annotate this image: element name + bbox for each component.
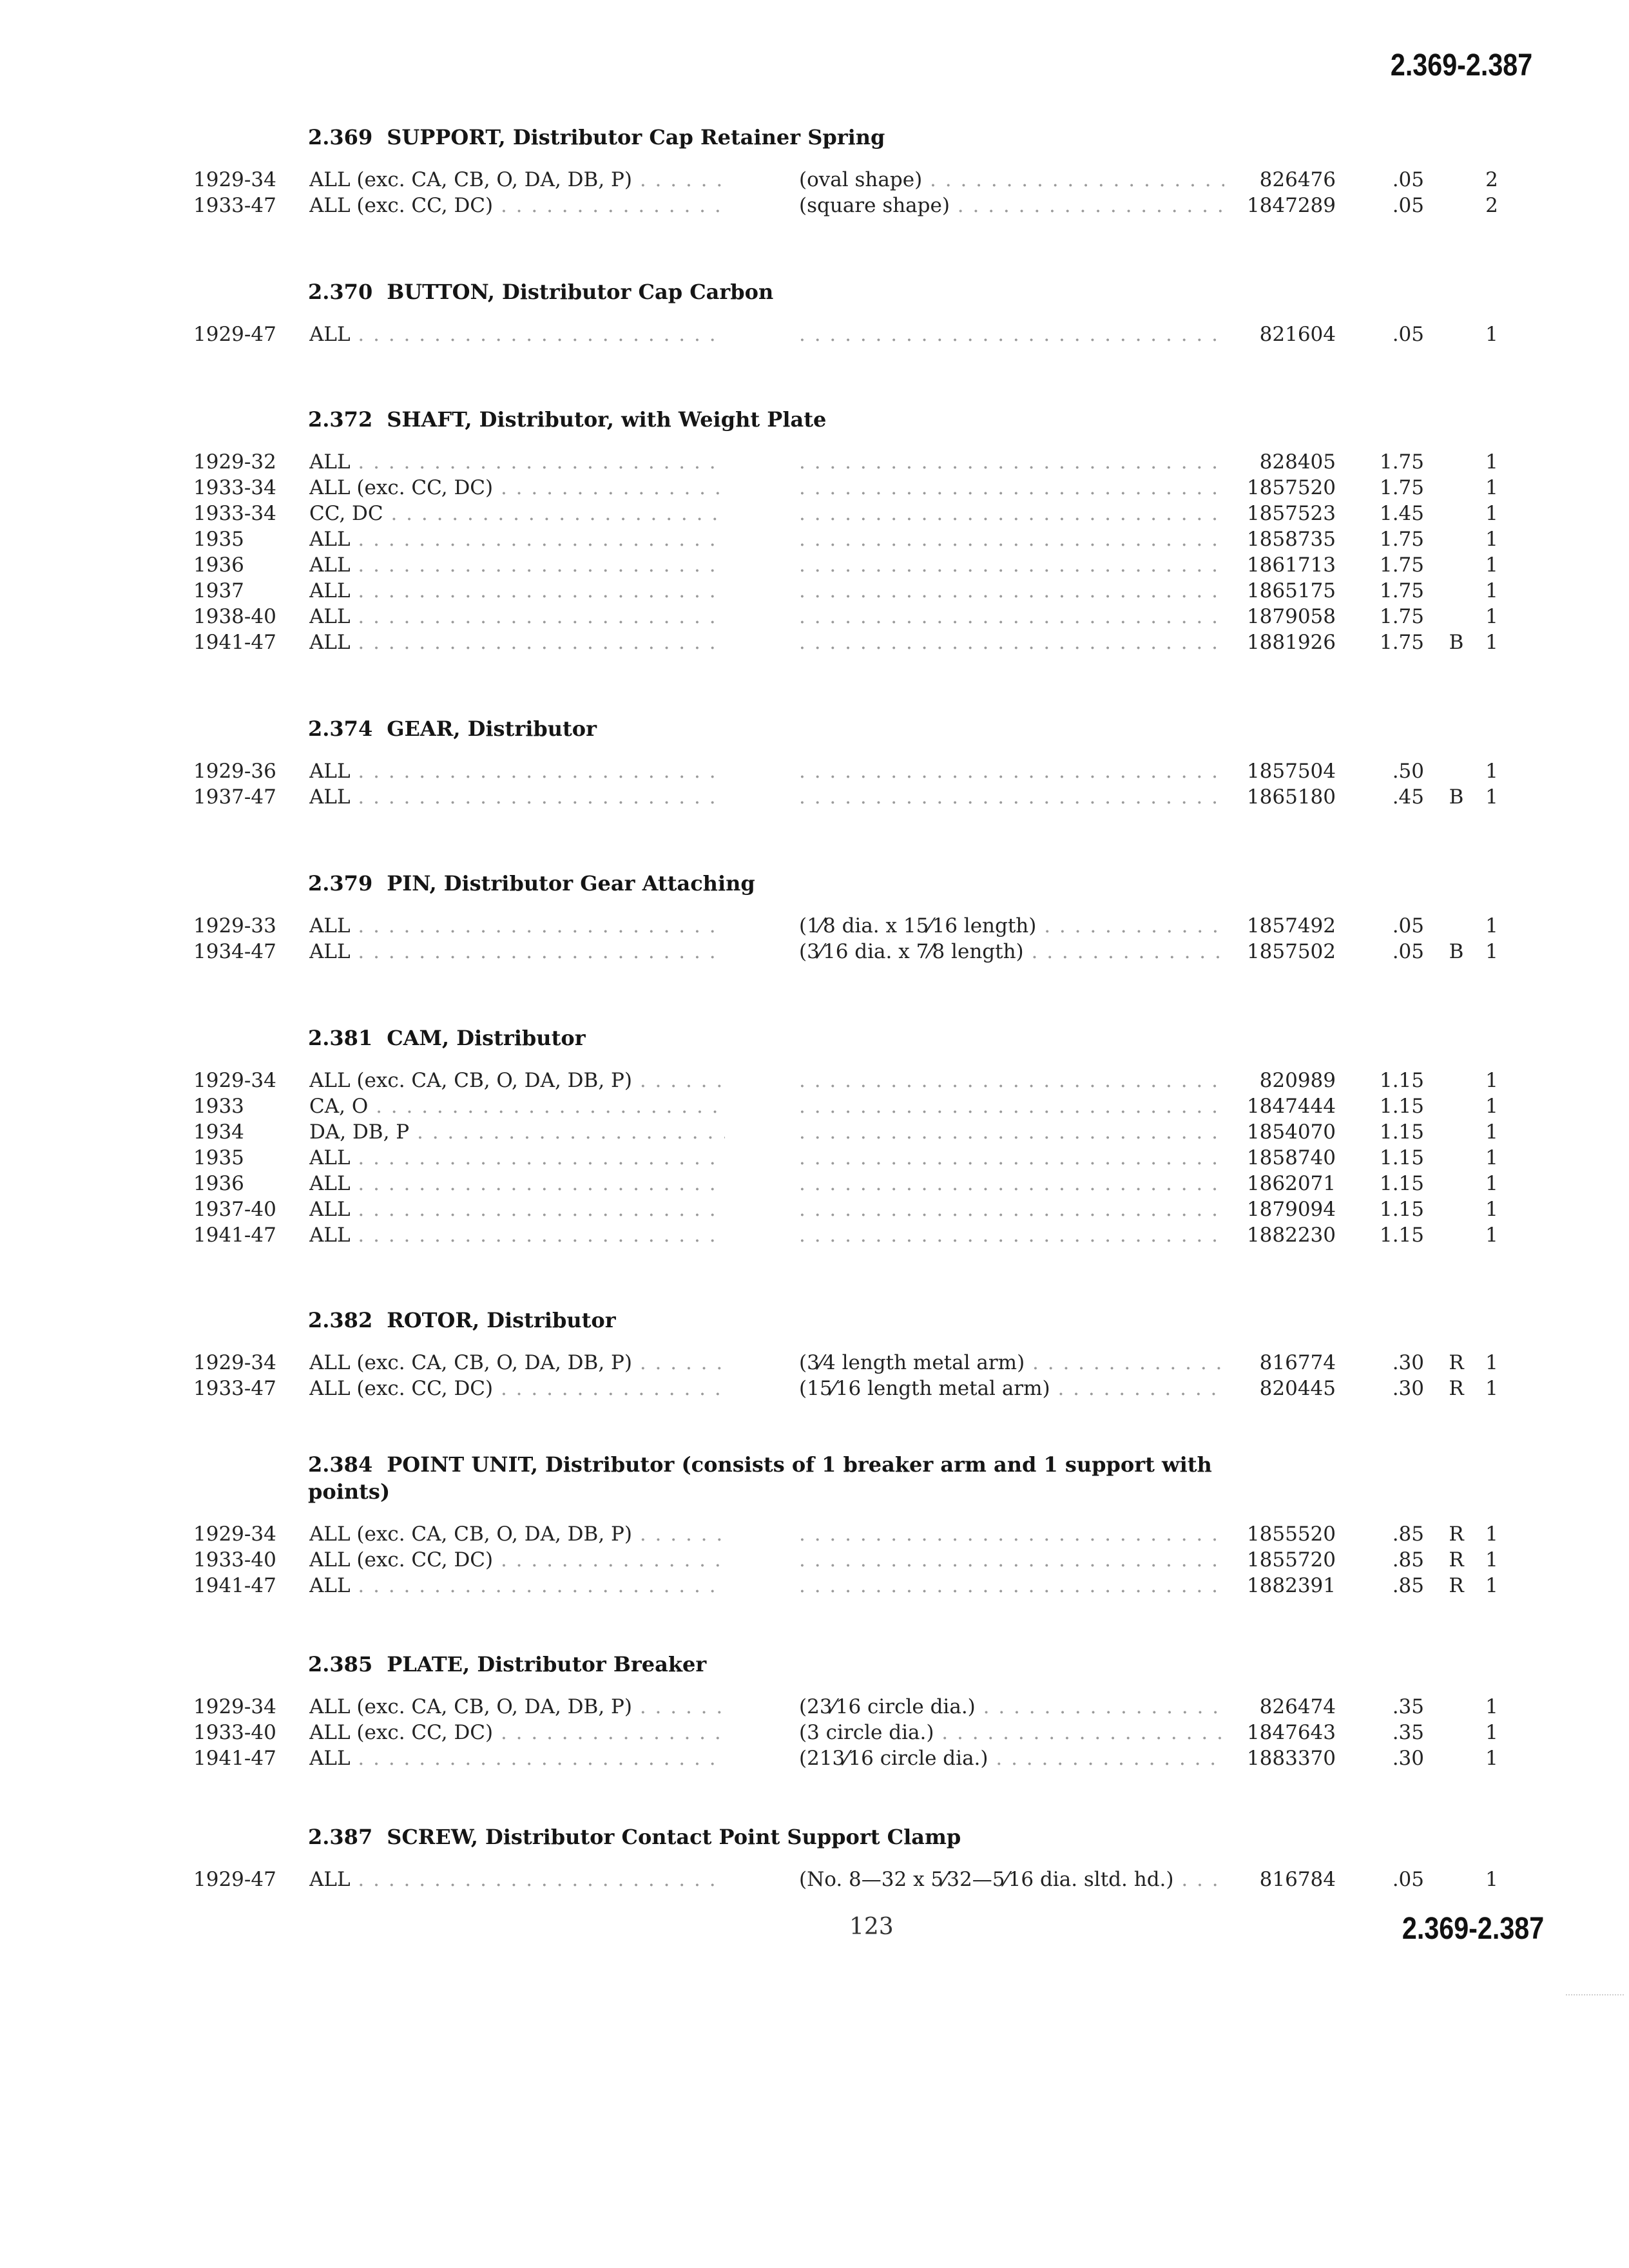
quantity: 1 xyxy=(1485,1721,1498,1744)
price: .30 xyxy=(1392,1747,1424,1770)
model: ALL (exc. CC, DC) . . . xyxy=(309,1375,725,1402)
quantity: 2 xyxy=(1485,168,1498,191)
table-row xyxy=(0,758,1629,785)
model: ALL (exc. CA, CB, O, DA, DB, P) . . . xyxy=(309,1693,725,1720)
section-title: SUPPORT, Distributor Cap Retainer Spring xyxy=(387,125,885,149)
section-heading xyxy=(308,870,1275,897)
table-row xyxy=(0,526,1629,553)
table-row xyxy=(0,1170,1629,1197)
model: ALL . . . xyxy=(309,912,725,939)
quantity: 1 xyxy=(1485,914,1498,937)
price: .05 xyxy=(1392,914,1424,937)
model: ALL . . . xyxy=(309,938,725,965)
part-number: 1857504 xyxy=(1246,760,1336,783)
description xyxy=(799,1144,1224,1171)
quantity: 1 xyxy=(1485,1095,1498,1118)
section-title: CAM, Distributor xyxy=(387,1026,586,1050)
quantity: 1 xyxy=(1485,476,1498,499)
quantity: 1 xyxy=(1485,1198,1498,1221)
model: DA, DB, P . . . xyxy=(309,1119,725,1146)
section-title: BUTTON, Distributor Cap Carbon xyxy=(387,280,774,304)
part-number: 820989 xyxy=(1259,1069,1336,1092)
section-heading xyxy=(308,278,1275,305)
price: .05 xyxy=(1392,194,1424,217)
price: .35 xyxy=(1392,1721,1424,1744)
table-row xyxy=(0,783,1629,811)
part-number: 816774 xyxy=(1259,1351,1336,1374)
section-number: 2.384 xyxy=(308,1452,373,1477)
quantity: 1 xyxy=(1485,785,1498,809)
table-row xyxy=(0,577,1629,604)
description: (3⁄4 length metal arm) . . . xyxy=(799,1349,1224,1376)
model: ALL (exc. CA, CB, O, DA, DB, P) . . . xyxy=(309,1521,725,1548)
price: 1.75 xyxy=(1379,528,1424,551)
description xyxy=(799,1546,1224,1573)
model: ALL (exc. CA, CB, O, DA, DB, P) . . . xyxy=(309,1067,725,1094)
quantity: 1 xyxy=(1485,1377,1498,1400)
part-number: 816784 xyxy=(1259,1868,1336,1891)
years: 1929-34 xyxy=(193,1695,276,1718)
description xyxy=(799,629,1224,656)
price: .85 xyxy=(1392,1548,1424,1571)
description xyxy=(799,758,1224,785)
quantity: 1 xyxy=(1485,605,1498,628)
part-number: 1854070 xyxy=(1246,1120,1336,1144)
scan-edge-mark xyxy=(1566,1994,1624,1997)
part-number: 1858740 xyxy=(1246,1146,1336,1169)
years: 1929-36 xyxy=(193,760,276,783)
part-number: 820445 xyxy=(1259,1377,1336,1400)
years: 1933-34 xyxy=(193,476,276,499)
years: 1934 xyxy=(193,1120,244,1144)
section-heading xyxy=(308,1024,1275,1052)
section-number: 2.374 xyxy=(308,716,373,741)
part-number: 828405 xyxy=(1259,450,1336,474)
quantity: 1 xyxy=(1485,631,1498,654)
section-title: SHAFT, Distributor, with Weight Plate xyxy=(387,407,827,432)
part-number: 1857523 xyxy=(1246,502,1336,525)
years: 1929-47 xyxy=(193,1868,276,1891)
years: 1937-40 xyxy=(193,1198,276,1221)
description xyxy=(799,1067,1224,1094)
price: .05 xyxy=(1392,940,1424,963)
years: 1941-47 xyxy=(193,1747,276,1770)
table-row xyxy=(0,552,1629,579)
part-number: 1881926 xyxy=(1246,631,1336,654)
part-number: 826476 xyxy=(1259,168,1336,191)
price: .50 xyxy=(1392,760,1424,783)
years: 1938-40 xyxy=(193,605,276,628)
quantity: 1 xyxy=(1485,940,1498,963)
years: 1941-47 xyxy=(193,1224,276,1247)
table-row xyxy=(0,1546,1629,1573)
model: ALL . . . xyxy=(309,1170,725,1197)
quantity: 1 xyxy=(1485,760,1498,783)
part-number: 1858735 xyxy=(1246,528,1336,551)
price: .85 xyxy=(1392,1523,1424,1546)
section-title: POINT UNIT, Distributor (consists of 1 breaker arm and 1 support with points) xyxy=(308,1452,1212,1504)
page-number: 123 xyxy=(849,1914,894,1940)
model: ALL . . . xyxy=(309,603,725,630)
section-title: SCREW, Distributor Contact Point Support Clamp xyxy=(387,1825,961,1849)
model: ALL . . . xyxy=(309,758,725,785)
description: (square shape) . . . xyxy=(799,192,1224,219)
part-number: 1879094 xyxy=(1246,1198,1336,1221)
price: 1.15 xyxy=(1379,1224,1424,1247)
table-row xyxy=(0,1572,1629,1599)
model: ALL (exc. CC, DC) . . . xyxy=(309,192,725,219)
part-number: 1855520 xyxy=(1246,1523,1336,1546)
page-range-top: 2.369-2.387 xyxy=(1390,48,1532,82)
price: 1.75 xyxy=(1379,450,1424,474)
table-row xyxy=(0,321,1629,348)
table-row xyxy=(0,1119,1629,1146)
quantity: 1 xyxy=(1485,1523,1498,1546)
model: ALL . . . xyxy=(309,1572,725,1599)
years: 1934-47 xyxy=(193,940,276,963)
model: ALL (exc. CC, DC) . . . xyxy=(309,1719,725,1746)
quantity: 1 xyxy=(1485,1120,1498,1144)
description xyxy=(799,1222,1224,1249)
description xyxy=(799,500,1224,527)
part-number: 1857520 xyxy=(1246,476,1336,499)
table-row xyxy=(0,912,1629,939)
model: ALL . . . xyxy=(309,1222,725,1249)
years: 1936 xyxy=(193,553,244,577)
price: 1.45 xyxy=(1379,502,1424,525)
quantity: 1 xyxy=(1485,1868,1498,1891)
years: 1941-47 xyxy=(193,1574,276,1597)
section-number: 2.381 xyxy=(308,1026,373,1050)
section-number: 2.372 xyxy=(308,407,373,432)
quantity: 1 xyxy=(1485,1069,1498,1092)
part-number: 1857502 xyxy=(1246,940,1336,963)
model: ALL . . . xyxy=(309,321,725,348)
price: 1.15 xyxy=(1379,1069,1424,1092)
price: .35 xyxy=(1392,1695,1424,1718)
section-number: 2.370 xyxy=(308,280,373,304)
part-number: 1882391 xyxy=(1246,1574,1336,1597)
quantity: 1 xyxy=(1485,1146,1498,1169)
table-row xyxy=(0,1521,1629,1548)
description xyxy=(799,1119,1224,1146)
years: 1929-34 xyxy=(193,1523,276,1546)
years: 1929-32 xyxy=(193,450,276,474)
model: CC, DC . . . xyxy=(309,500,725,527)
price: .05 xyxy=(1392,168,1424,191)
model: ALL . . . xyxy=(309,1196,725,1223)
description xyxy=(799,1093,1224,1120)
part-number: 1847444 xyxy=(1246,1095,1336,1118)
table-row xyxy=(0,474,1629,501)
part-number: 1857492 xyxy=(1246,914,1336,937)
table-row xyxy=(0,629,1629,656)
model: ALL . . . xyxy=(309,552,725,579)
years: 1936 xyxy=(193,1172,244,1195)
price: 1.15 xyxy=(1379,1095,1424,1118)
part-number: 1865175 xyxy=(1246,579,1336,602)
section-heading xyxy=(308,1651,1275,1678)
price: 1.75 xyxy=(1379,476,1424,499)
part-number: 1879058 xyxy=(1246,605,1336,628)
table-row xyxy=(0,1745,1629,1772)
quantity: 1 xyxy=(1485,528,1498,551)
price: .30 xyxy=(1392,1377,1424,1400)
quantity: 2 xyxy=(1485,194,1498,217)
description xyxy=(799,321,1224,348)
description xyxy=(799,526,1224,553)
quantity: 1 xyxy=(1485,1548,1498,1571)
section-heading xyxy=(308,124,1275,151)
table-row xyxy=(0,603,1629,630)
table-row xyxy=(0,1093,1629,1120)
section-title: GEAR, Distributor xyxy=(387,716,597,741)
part-number: 1883370 xyxy=(1246,1747,1336,1770)
table-row xyxy=(0,1375,1629,1402)
part-number: 1865180 xyxy=(1246,785,1336,809)
section-title: PLATE, Distributor Breaker xyxy=(387,1652,707,1677)
page-range-bottom: 2.369-2.387 xyxy=(1402,1912,1544,1946)
years: 1929-34 xyxy=(193,168,276,191)
years: 1937-47 xyxy=(193,785,276,809)
price: 1.15 xyxy=(1379,1120,1424,1144)
model: CA, O . . . xyxy=(309,1093,725,1120)
years: 1933-40 xyxy=(193,1548,276,1571)
model: ALL . . . xyxy=(309,1144,725,1171)
price: 1.15 xyxy=(1379,1198,1424,1221)
years: 1933-40 xyxy=(193,1721,276,1744)
code: R xyxy=(1449,1574,1464,1597)
part-number: 1861713 xyxy=(1246,553,1336,577)
price: .85 xyxy=(1392,1574,1424,1597)
model: ALL . . . xyxy=(309,448,725,476)
model: ALL (exc. CA, CB, O, DA, DB, P) . . . xyxy=(309,1349,725,1376)
part-number: 1862071 xyxy=(1246,1172,1336,1195)
model: ALL . . . xyxy=(309,1745,725,1772)
section-number: 2.379 xyxy=(308,871,373,896)
section-heading xyxy=(308,715,1275,742)
price: 1.75 xyxy=(1379,579,1424,602)
model: ALL (exc. CC, DC) . . . xyxy=(309,1546,725,1573)
price: 1.15 xyxy=(1379,1172,1424,1195)
code: B xyxy=(1449,785,1464,809)
description xyxy=(799,577,1224,604)
table-row xyxy=(0,500,1629,527)
quantity: 1 xyxy=(1485,1747,1498,1770)
section-number: 2.387 xyxy=(308,1825,373,1849)
table-row xyxy=(0,1693,1629,1720)
quantity: 1 xyxy=(1485,1574,1498,1597)
price: 1.75 xyxy=(1379,631,1424,654)
price: 1.15 xyxy=(1379,1146,1424,1169)
table-row xyxy=(0,1144,1629,1171)
price: .45 xyxy=(1392,785,1424,809)
description xyxy=(799,1572,1224,1599)
table-row xyxy=(0,1196,1629,1223)
section-heading xyxy=(308,1823,1275,1850)
years: 1935 xyxy=(193,1146,244,1169)
table-row xyxy=(0,938,1629,965)
description xyxy=(799,783,1224,811)
years: 1933-47 xyxy=(193,194,276,217)
model: ALL . . . xyxy=(309,629,725,656)
table-row xyxy=(0,448,1629,476)
years: 1929-34 xyxy=(193,1351,276,1374)
description: (1⁄8 dia. x 15⁄16 length) . . . xyxy=(799,912,1224,939)
description: (No. 8—32 x 5⁄32—5⁄16 dia. sltd. hd.) . . . xyxy=(799,1866,1224,1893)
model: ALL . . . xyxy=(309,577,725,604)
years: 1929-33 xyxy=(193,914,276,937)
section-heading xyxy=(308,1307,1275,1334)
part-number: 1847643 xyxy=(1246,1721,1336,1744)
years: 1941-47 xyxy=(193,631,276,654)
section-heading xyxy=(308,406,1275,433)
section-title: PIN, Distributor Gear Attaching xyxy=(387,871,755,896)
part-number: 821604 xyxy=(1259,323,1336,346)
table-row xyxy=(0,1866,1629,1893)
years: 1933-34 xyxy=(193,502,276,525)
description: (15⁄16 length metal arm) . . . xyxy=(799,1375,1224,1402)
model: ALL (exc. CC, DC) . . . xyxy=(309,474,725,501)
years: 1929-34 xyxy=(193,1069,276,1092)
years: 1933 xyxy=(193,1095,244,1118)
description: (3⁄16 dia. x 7⁄8 length) . . . xyxy=(799,938,1224,965)
price: 1.75 xyxy=(1379,605,1424,628)
part-number: 1855720 xyxy=(1246,1548,1336,1571)
price: .05 xyxy=(1392,1868,1424,1891)
code: R xyxy=(1449,1351,1464,1374)
quantity: 1 xyxy=(1485,1224,1498,1247)
price: .05 xyxy=(1392,323,1424,346)
section-number: 2.369 xyxy=(308,125,373,149)
part-number: 826474 xyxy=(1259,1695,1336,1718)
description xyxy=(799,1170,1224,1197)
years: 1937 xyxy=(193,579,244,602)
description: (23⁄16 circle dia.) . . . xyxy=(799,1693,1224,1720)
description xyxy=(799,448,1224,476)
description: (oval shape) . . . xyxy=(799,166,1224,193)
code: R xyxy=(1449,1377,1464,1400)
description: (213⁄16 circle dia.) . . . xyxy=(799,1745,1224,1772)
code: B xyxy=(1449,940,1464,963)
quantity: 1 xyxy=(1485,553,1498,577)
table-row xyxy=(0,1067,1629,1094)
quantity: 1 xyxy=(1485,1351,1498,1374)
model: ALL . . . xyxy=(309,783,725,811)
quantity: 1 xyxy=(1485,1172,1498,1195)
section-heading xyxy=(308,1451,1275,1505)
quantity: 1 xyxy=(1485,323,1498,346)
table-row xyxy=(0,1222,1629,1249)
section-number: 2.385 xyxy=(308,1652,373,1677)
code: B xyxy=(1449,631,1464,654)
description xyxy=(799,1196,1224,1223)
model: ALL . . . xyxy=(309,526,725,553)
section-number: 2.382 xyxy=(308,1308,373,1332)
model: ALL . . . xyxy=(309,1866,725,1893)
model: ALL (exc. CA, CB, O, DA, DB, P) . . . xyxy=(309,166,725,193)
table-row xyxy=(0,166,1629,193)
years: 1935 xyxy=(193,528,244,551)
quantity: 1 xyxy=(1485,502,1498,525)
years: 1933-47 xyxy=(193,1377,276,1400)
description xyxy=(799,1521,1224,1548)
part-number: 1882230 xyxy=(1246,1224,1336,1247)
table-row xyxy=(0,192,1629,219)
table-row xyxy=(0,1349,1629,1376)
section-title: ROTOR, Distributor xyxy=(387,1308,616,1332)
description xyxy=(799,603,1224,630)
description xyxy=(799,474,1224,501)
code: R xyxy=(1449,1548,1464,1571)
quantity: 1 xyxy=(1485,450,1498,474)
price: 1.75 xyxy=(1379,553,1424,577)
quantity: 1 xyxy=(1485,579,1498,602)
quantity: 1 xyxy=(1485,1695,1498,1718)
years: 1929-47 xyxy=(193,323,276,346)
description: (3 circle dia.) . . . xyxy=(799,1719,1224,1746)
code: R xyxy=(1449,1523,1464,1546)
description xyxy=(799,552,1224,579)
part-number: 1847289 xyxy=(1246,194,1336,217)
price: .30 xyxy=(1392,1351,1424,1374)
table-row xyxy=(0,1719,1629,1746)
